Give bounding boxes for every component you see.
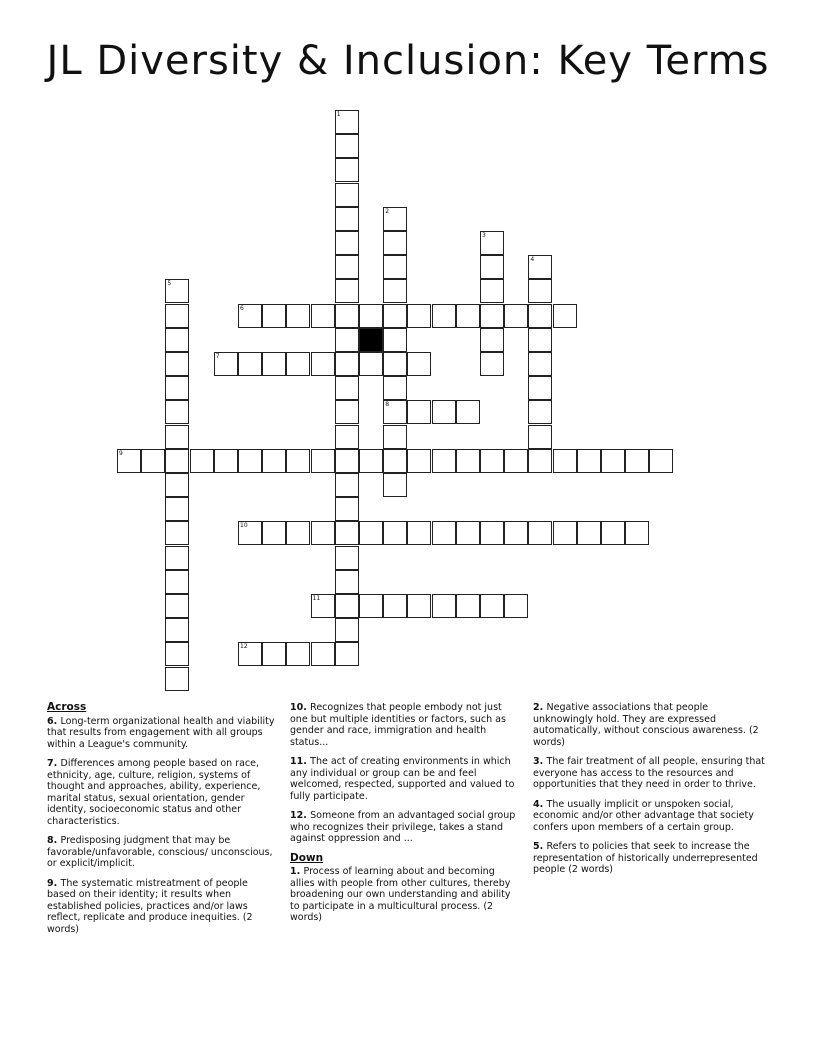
grid-cell[interactable] bbox=[286, 642, 310, 666]
grid-cell[interactable] bbox=[335, 497, 359, 521]
grid-cell[interactable] bbox=[553, 449, 577, 473]
grid-cell[interactable] bbox=[383, 231, 407, 255]
grid-cell[interactable] bbox=[577, 521, 601, 545]
clue-number: 3. bbox=[533, 756, 547, 767]
grid-cell[interactable] bbox=[407, 304, 431, 328]
grid-cell[interactable] bbox=[238, 449, 262, 473]
grid-cell[interactable] bbox=[311, 352, 335, 376]
grid-cell[interactable] bbox=[601, 521, 625, 545]
grid-cell[interactable] bbox=[383, 328, 407, 352]
grid-cell[interactable] bbox=[311, 304, 335, 328]
grid-cell[interactable] bbox=[359, 352, 383, 376]
grid-cell[interactable] bbox=[456, 449, 480, 473]
clue-number: 9. bbox=[47, 877, 61, 889]
grid-cell[interactable] bbox=[335, 304, 359, 328]
grid-cell[interactable] bbox=[504, 304, 528, 328]
grid-cell[interactable] bbox=[528, 400, 552, 424]
grid-cell[interactable] bbox=[165, 570, 189, 594]
clue-number: 8 bbox=[385, 401, 390, 409]
grid-cell[interactable] bbox=[383, 425, 407, 449]
clue-number: 12. bbox=[290, 810, 311, 821]
grid-cell[interactable] bbox=[383, 207, 407, 231]
grid-cell[interactable] bbox=[432, 449, 456, 473]
grid-cell[interactable] bbox=[528, 255, 552, 279]
grid-cell[interactable] bbox=[504, 594, 528, 618]
grid-cell[interactable] bbox=[528, 328, 552, 352]
grid-cell[interactable] bbox=[528, 352, 552, 376]
grid-cell[interactable] bbox=[165, 400, 189, 424]
clue-number: 1 bbox=[336, 111, 341, 118]
grid-cell[interactable] bbox=[504, 449, 528, 473]
clues-column-2 bbox=[290, 702, 520, 932]
grid-cell[interactable] bbox=[359, 594, 383, 618]
grid-cell[interactable] bbox=[335, 231, 359, 255]
clue-text: The usually implicit or unspoken social, economic and/or other advantage that society confers upon members of a certain group. bbox=[533, 798, 754, 833]
grid-cell[interactable] bbox=[383, 279, 407, 303]
grid-cell[interactable] bbox=[311, 594, 335, 618]
grid-cell[interactable] bbox=[335, 158, 359, 182]
grid-cell[interactable] bbox=[165, 352, 189, 376]
clue-text: Differences among people based on race, ethnicity, age, culture, religion, systems of thought and approaches, ability, experience, marital status, sexual orientation, gender identity, socioeconomic status and other characteristics. bbox=[47, 758, 261, 827]
grid-cell[interactable] bbox=[383, 521, 407, 545]
grid-cell[interactable] bbox=[165, 667, 189, 691]
clue-item bbox=[47, 758, 275, 827]
grid-cell[interactable] bbox=[359, 521, 383, 545]
grid-cell[interactable] bbox=[528, 376, 552, 400]
clue-number: 2. bbox=[533, 702, 547, 713]
down-clue-list-continued bbox=[533, 702, 765, 876]
clue-number: 5. bbox=[533, 841, 547, 852]
grid-cell[interactable] bbox=[480, 279, 504, 303]
grid-cell[interactable] bbox=[528, 279, 552, 303]
grid-cell[interactable] bbox=[262, 352, 286, 376]
grid-cell[interactable] bbox=[432, 521, 456, 545]
grid-cell[interactable] bbox=[262, 304, 286, 328]
clue-number: 5 bbox=[167, 280, 172, 288]
grid-cell[interactable] bbox=[601, 449, 625, 473]
grid-cell[interactable] bbox=[383, 255, 407, 279]
clue-number: 2 bbox=[385, 207, 390, 215]
clue-number: 9 bbox=[119, 449, 123, 457]
grid-cell[interactable] bbox=[432, 594, 456, 618]
grid-cell[interactable] bbox=[165, 521, 189, 545]
across-clue-list-continued bbox=[290, 702, 520, 845]
grid-cell[interactable] bbox=[311, 642, 335, 666]
grid-cell[interactable] bbox=[456, 521, 480, 545]
grid-cell[interactable] bbox=[528, 521, 552, 545]
grid-cell[interactable] bbox=[456, 400, 480, 424]
grid-cell[interactable] bbox=[286, 352, 310, 376]
grid-cell[interactable] bbox=[335, 352, 359, 376]
grid-cell[interactable] bbox=[335, 400, 359, 424]
grid-cell[interactable] bbox=[480, 328, 504, 352]
grid-cell[interactable] bbox=[214, 352, 238, 376]
grid-cell[interactable] bbox=[165, 425, 189, 449]
grid-cell[interactable] bbox=[165, 449, 189, 473]
clue-number: 6 bbox=[240, 304, 244, 312]
grid-cell[interactable] bbox=[504, 521, 528, 545]
grid-cell[interactable] bbox=[335, 376, 359, 400]
grid-cell[interactable] bbox=[359, 304, 383, 328]
grid-cell[interactable] bbox=[262, 449, 286, 473]
black-cell bbox=[359, 328, 383, 352]
grid-cell[interactable] bbox=[625, 449, 649, 473]
grid-cell[interactable] bbox=[456, 594, 480, 618]
across-clue-list bbox=[47, 716, 275, 936]
grid-cell[interactable] bbox=[407, 400, 431, 424]
grid-cell[interactable] bbox=[480, 304, 504, 328]
grid-cell[interactable] bbox=[359, 449, 383, 473]
grid-cell[interactable] bbox=[165, 279, 189, 303]
clue-text: Process of learning about and becoming allies with people from other cultures, thereby broadening our own understanding and ability to participate in a multicultural process. (2 words) bbox=[290, 866, 511, 923]
clue-text: Recognizes that people embody not just one but multiple identities or factors, such as gender and race, immigration and health status... bbox=[290, 702, 506, 748]
grid-cell[interactable] bbox=[165, 473, 189, 497]
clue-text: Predisposing judgment that may be favorable/unfavorable, conscious/ unconscious, or explicit/implicit. bbox=[47, 835, 273, 869]
grid-cell[interactable] bbox=[262, 521, 286, 545]
grid-cell[interactable] bbox=[480, 352, 504, 376]
grid-cell[interactable] bbox=[165, 546, 189, 570]
grid-cell[interactable] bbox=[165, 376, 189, 400]
down-heading: Down bbox=[290, 851, 324, 864]
grid-cell[interactable] bbox=[190, 449, 214, 473]
grid-cell[interactable] bbox=[432, 304, 456, 328]
grid-cell[interactable] bbox=[383, 352, 407, 376]
grid-cell[interactable] bbox=[141, 449, 165, 473]
clue-text: Negative associations that people unknowingly hold. They are expressed automatically, without conscious awareness. (2 words) bbox=[533, 702, 759, 748]
grid-cell[interactable] bbox=[480, 231, 504, 255]
clue-number: 10 bbox=[240, 522, 248, 530]
clue-number: 6. bbox=[47, 715, 61, 727]
clue-text: The systematic mistreatment of people based on their identity; it results when established policies, practices and/or laws reflect, replicate and produce inequities. (2 words) bbox=[47, 877, 253, 935]
grid-cell[interactable] bbox=[286, 521, 310, 545]
grid-cell[interactable] bbox=[528, 425, 552, 449]
grid-cell[interactable] bbox=[238, 304, 262, 328]
grid-cell[interactable] bbox=[238, 352, 262, 376]
clue-item bbox=[533, 841, 765, 876]
grid-cell[interactable] bbox=[335, 449, 359, 473]
clue-item bbox=[290, 702, 520, 748]
grid-cell[interactable] bbox=[383, 304, 407, 328]
clue-item bbox=[290, 866, 520, 924]
grid-cell[interactable] bbox=[238, 521, 262, 545]
grid-cell[interactable] bbox=[335, 521, 359, 545]
clue-number: 11 bbox=[312, 595, 321, 602]
grid-cell[interactable] bbox=[480, 594, 504, 618]
grid-cell[interactable] bbox=[407, 449, 431, 473]
clue-number: 4 bbox=[530, 256, 535, 264]
grid-cell[interactable] bbox=[165, 594, 189, 618]
clue-text: Long-term organizational health and viability that results from engagement with all groups within a League's community. bbox=[47, 715, 275, 750]
grid-cell[interactable] bbox=[165, 304, 189, 328]
clue-item bbox=[290, 756, 520, 802]
grid-cell[interactable] bbox=[528, 449, 552, 473]
clue-number: 7. bbox=[47, 758, 61, 769]
clue-number: 3 bbox=[482, 232, 486, 239]
grid-cell[interactable] bbox=[480, 521, 504, 545]
clue-item bbox=[533, 702, 765, 748]
grid-cell[interactable] bbox=[335, 425, 359, 449]
grid-cell[interactable] bbox=[407, 352, 431, 376]
grid-cell[interactable] bbox=[335, 642, 359, 666]
grid-cell[interactable] bbox=[480, 255, 504, 279]
grid-cell[interactable] bbox=[335, 255, 359, 279]
clues-column-1 bbox=[47, 702, 275, 943]
grid-cell[interactable] bbox=[649, 449, 673, 473]
clue-number: 4. bbox=[533, 798, 547, 810]
grid-cell[interactable] bbox=[553, 521, 577, 545]
grid-cell[interactable] bbox=[625, 521, 649, 545]
grid-cell[interactable] bbox=[335, 473, 359, 497]
clue-number: 7 bbox=[215, 353, 220, 360]
grid-cell[interactable] bbox=[528, 304, 552, 328]
page-title: JL Diversity & Inclusion: Key Terms bbox=[46, 38, 770, 84]
grid-cell[interactable] bbox=[480, 449, 504, 473]
grid-cell[interactable] bbox=[165, 328, 189, 352]
clue-item bbox=[290, 810, 520, 845]
grid-cell[interactable] bbox=[286, 449, 310, 473]
grid-cell[interactable] bbox=[117, 449, 141, 473]
grid-cell[interactable] bbox=[335, 183, 359, 207]
grid-cell[interactable] bbox=[286, 304, 310, 328]
grid-cell[interactable] bbox=[383, 376, 407, 400]
grid-cell[interactable] bbox=[335, 546, 359, 570]
grid-cell[interactable] bbox=[262, 642, 286, 666]
clue-text: Someone from an advantaged social group who recognizes their privilege, takes a stand against oppression and ... bbox=[290, 810, 516, 844]
grid-cell[interactable] bbox=[335, 328, 359, 352]
grid-cell[interactable] bbox=[407, 594, 431, 618]
grid-cell[interactable] bbox=[335, 618, 359, 642]
grid-cell[interactable] bbox=[311, 449, 335, 473]
clues-column-3 bbox=[533, 702, 765, 884]
clue-number: 11. bbox=[290, 756, 311, 767]
grid-cell[interactable] bbox=[335, 134, 359, 158]
grid-cell[interactable] bbox=[335, 207, 359, 231]
grid-cell[interactable] bbox=[432, 400, 456, 424]
down-clue-list bbox=[290, 866, 520, 924]
grid-cell[interactable] bbox=[383, 449, 407, 473]
clue-number: 1. bbox=[290, 866, 304, 877]
grid-cell[interactable] bbox=[335, 110, 359, 134]
grid-cell[interactable] bbox=[383, 594, 407, 618]
grid-cell[interactable] bbox=[165, 618, 189, 642]
grid-cell[interactable] bbox=[407, 521, 431, 545]
grid-cell[interactable] bbox=[553, 304, 577, 328]
grid-cell[interactable] bbox=[165, 642, 189, 666]
clue-text: Refers to policies that seek to increase the representation of historically underrepresented people (2 words) bbox=[533, 841, 758, 875]
clue-text: The act of creating environments in which any individual or group can be and feel welcomed, respected, supported and valued to fully participate. bbox=[290, 756, 515, 802]
grid-cell[interactable] bbox=[311, 521, 335, 545]
grid-cell[interactable] bbox=[335, 594, 359, 618]
clue-number: 8. bbox=[47, 835, 61, 846]
clue-number: 10. bbox=[290, 702, 311, 713]
clue-text: The fair treatment of all people, ensuring that everyone has access to the resources and opportunities that they need in order to thrive. bbox=[533, 756, 765, 790]
grid-cell[interactable] bbox=[238, 642, 262, 666]
grid-cell[interactable] bbox=[165, 497, 189, 521]
grid-cell[interactable] bbox=[335, 279, 359, 303]
grid-cell[interactable] bbox=[335, 570, 359, 594]
clue-item bbox=[47, 878, 275, 936]
grid-cell[interactable] bbox=[383, 473, 407, 497]
grid-cell[interactable] bbox=[383, 400, 407, 424]
grid-cell[interactable] bbox=[456, 304, 480, 328]
clue-item bbox=[533, 799, 765, 834]
clue-item bbox=[47, 835, 275, 870]
clue-item bbox=[533, 756, 765, 791]
grid-cell[interactable] bbox=[577, 449, 601, 473]
grid-cell[interactable] bbox=[214, 449, 238, 473]
clue-item bbox=[47, 716, 275, 751]
across-heading: Across bbox=[47, 701, 87, 713]
clue-number: 12 bbox=[240, 643, 248, 651]
